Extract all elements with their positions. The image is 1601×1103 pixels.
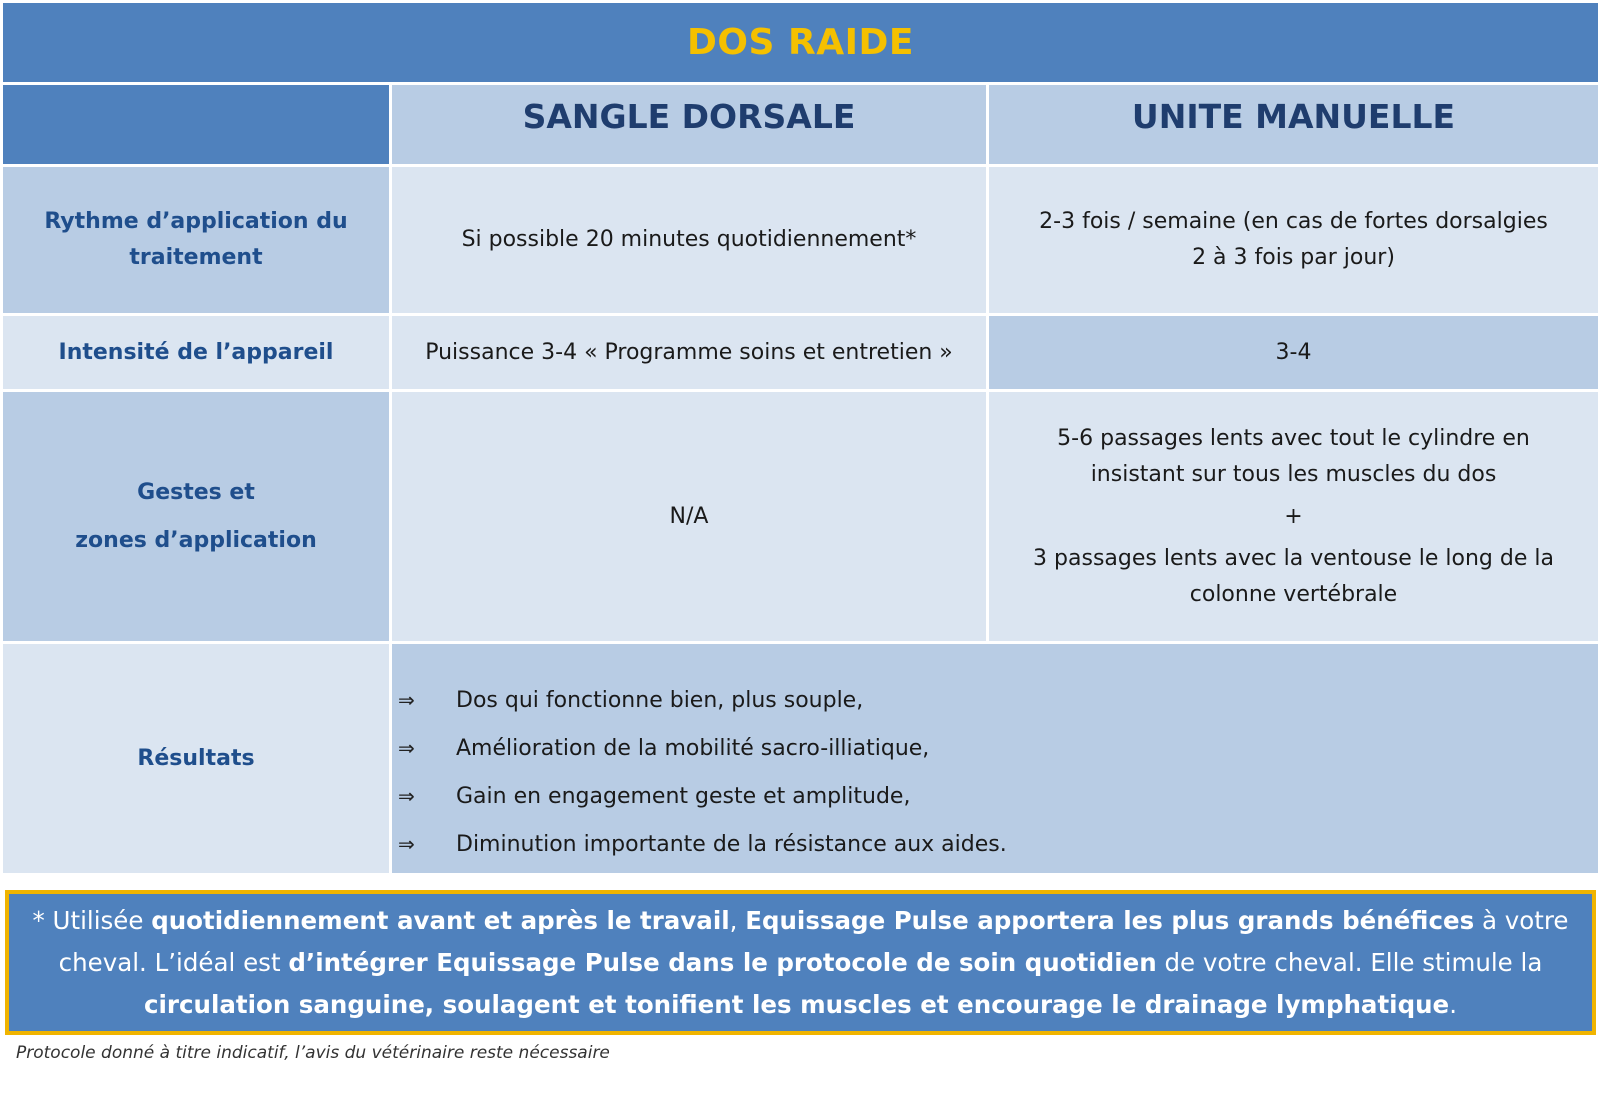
table-title: DOS RAIDE (3, 3, 1598, 82)
rythme-unite-value (989, 167, 1598, 313)
arrow-icon: ⇒ (398, 736, 415, 760)
intensite-unite-value: 3-4 (989, 316, 1598, 389)
note-part-5: . (1449, 989, 1457, 1019)
footnote-box (5, 890, 1596, 1035)
row-label-rythme-line2: traitement (129, 245, 263, 270)
note-part-4: de votre cheval. Elle stimule la (1156, 947, 1543, 977)
header-sangle-dorsale: SANGLE DORSALE (392, 85, 986, 164)
rythme-sangle-value: Si possible 20 minutes quotidiennement* (392, 167, 986, 313)
arrow-icon: ⇒ (398, 688, 415, 712)
row-label-rythme-line1: Rythme d’application du (44, 209, 348, 234)
list-item (392, 772, 910, 820)
note-part-2: , (729, 905, 746, 935)
result-text: Gain en engagement geste et amplitude, (456, 783, 911, 809)
row-label-gestes (3, 392, 389, 641)
list-item (392, 724, 929, 772)
header-blank-cell (3, 85, 389, 164)
note-bold-1: quotidiennement avant et après le travail (151, 905, 730, 935)
row-label-intensite: Intensité de l’appareil (3, 316, 389, 389)
gestes-unite-plus: + (1284, 503, 1303, 529)
result-text: Diminution importante de la résistance aux aides. (456, 831, 1007, 857)
rythme-unite-line1: 2-3 fois / semaine (en cas de fortes dorsalgies (1039, 209, 1548, 234)
header-unite-manuelle: UNITE MANUELLE (989, 85, 1598, 164)
list-item (392, 820, 1007, 868)
note-part-1: * Utilisée (32, 905, 152, 935)
list-item (392, 676, 863, 724)
row-label-gestes-line2: zones d’application (75, 527, 317, 553)
gestes-unite-line3: 3 passages lents avec la ventouse le long de la (1033, 545, 1554, 571)
row-label-gestes-line1: Gestes et (137, 479, 255, 505)
resultats-list (392, 644, 1598, 873)
note-bold-3: d’intégrer Equissage Pulse dans le protocole de soin quotidien (288, 947, 1157, 977)
row-label-resultats: Résultats (3, 644, 389, 873)
disclaimer-footer: Protocole donné à titre indicatif, l’avis du vétérinaire reste nécessaire (16, 1043, 610, 1063)
rythme-unite-line2: 2 à 3 fois par jour) (1192, 245, 1395, 270)
footnote-text (25, 900, 1576, 1026)
gestes-unite-value (989, 392, 1598, 641)
row-label-rythme (3, 167, 389, 313)
arrow-icon: ⇒ (398, 832, 415, 856)
note-bold-4: circulation sanguine, soulagent et tonifient les muscles et encourage le drainage lymphatique (144, 989, 1450, 1019)
result-text: Amélioration de la mobilité sacro-illiatique, (456, 735, 930, 761)
arrow-icon: ⇒ (398, 784, 415, 808)
result-text: Dos qui fonctionne bien, plus souple, (456, 687, 864, 713)
gestes-unite-line4: colonne vertébrale (1189, 581, 1398, 607)
gestes-unite-line2: insistant sur tous les muscles du dos (1090, 461, 1497, 487)
intensite-sangle-value: Puissance 3-4 « Programme soins et entretien » (392, 316, 986, 389)
note-bold-2: Equissage Pulse apportera les plus grands bénéfices (745, 905, 1475, 935)
gestes-unite-line1: 5-6 passages lents avec tout le cylindre en (1057, 425, 1530, 451)
gestes-sangle-value: N/A (392, 392, 986, 641)
note-part-3: à votre cheval. L’idéal est (58, 905, 1569, 977)
